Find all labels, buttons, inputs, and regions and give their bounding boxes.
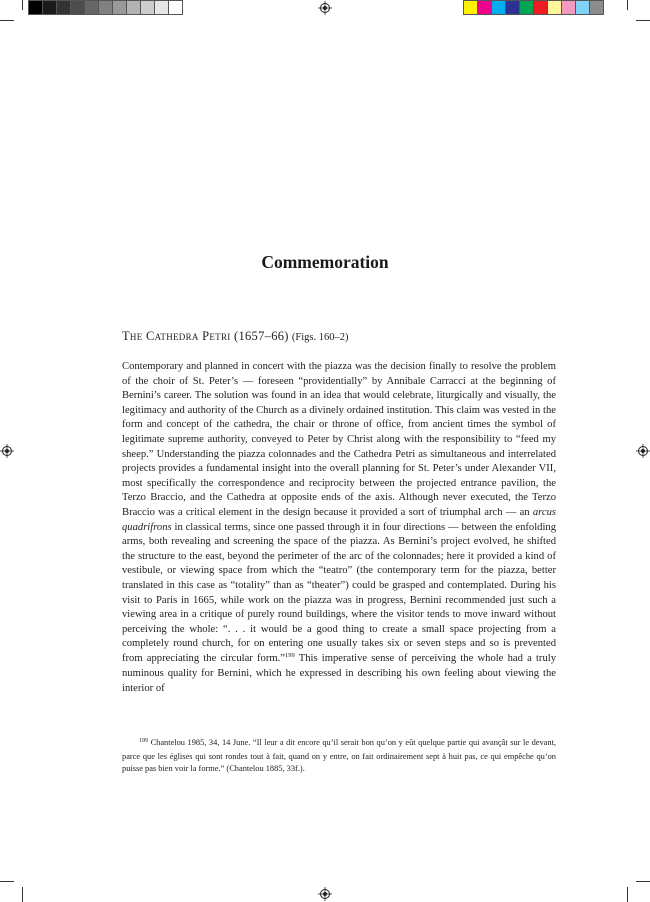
section-title: The Cathedra Petri (1657–66) <box>122 329 289 343</box>
body-text-part-3: This imperative sense of perceiving the whole had a truly numinous quality for Bernini, which he expressed in describing his own feeling about viewing the interior of <box>122 652 556 695</box>
gray-swatch <box>126 0 141 15</box>
gray-swatch <box>70 0 85 15</box>
gray-swatch <box>168 0 183 15</box>
color-swatch <box>547 0 562 15</box>
gray-swatch <box>140 0 155 15</box>
gray-swatch <box>56 0 71 15</box>
body-text-part-2: in classical terms, since one passed through it in four directions — between the enfolding arms, both revealing and screening the space of the piazza. As Bernini’s project evolved, he shifted the structure to the east, beyond the perimeter of the arc of the colonnades; here it provided a kind of vestibule, or viewing space from which the “teatro” (the contemporary term for the piazza, better translated in this case as “totality” than as “theater”) could be grasped and contemplated. During his visit to Paris in 1665, while work on the piazza was in progress, Bernini recommended just such a viewing area in a critique of purely round buildings, where the visitor tends to move inward without perceiving the whole: “. . . it would be a good thing to create a small space projecting from a completely round church, for on entering one usually takes six or seven steps and so is prevented from appreciating the circular form.” <box>122 521 556 664</box>
section-heading <box>122 329 348 344</box>
color-swatch <box>491 0 506 15</box>
figure-reference: (Figs. 160–2) <box>291 332 349 343</box>
color-swatch <box>575 0 590 15</box>
registration-crosshair-icon-bottom <box>318 887 332 901</box>
gray-swatch <box>84 0 99 15</box>
crop-mark-top-left-v <box>22 0 23 10</box>
color-swatch <box>477 0 492 15</box>
color-calibration-strip <box>463 0 603 15</box>
color-swatch <box>519 0 534 15</box>
crop-mark-bottom-right-h <box>636 881 650 882</box>
crop-mark-bottom-right-v <box>627 887 628 902</box>
footnote <box>122 737 556 776</box>
crop-mark-bottom-left-h <box>0 881 14 882</box>
gray-swatch <box>28 0 43 15</box>
color-swatch <box>589 0 604 15</box>
crop-mark-top-left-h <box>0 20 14 21</box>
body-paragraph <box>122 360 556 697</box>
chapter-title: Commemoration <box>261 252 389 272</box>
body-text-part-1: Contemporary and planned in concert with the piazza was the decision finally to resolve the problem of the choir of St. Peter’s — foreseen “providentially” by Annibale Carracci at the beginning of Bernini’s career. The solution was found in an idea that would celebrate, liturgically and visually, the legitimacy and authority of the Church as a divinely ordained institution. This claim was vested in the form and concept of the cathedra, the chair or throne of office, from ancient times the symbol of legitimate supreme authority, conveyed to Peter by Christ along with the responsibility to “feed my sheep.” Understanding the piazza colonnades and the Cathedra Petri as simultaneous and interrelated projects provides a fundamental insight into the overall planning for St. Peter’s under Alexander VII, most specifically the correspondence and reciprocity between the projected entrance pavilion, the Terzo Braccio, and the Cathedra at opposite ends of the axis. Although never executed, the Terzo Braccio was a critical element in the design because it provided a sort of triumphal arch — an <box>122 361 556 518</box>
crop-mark-top-right-h <box>636 20 650 21</box>
gray-swatch <box>112 0 127 15</box>
crop-mark-bottom-left-v <box>22 887 23 902</box>
registration-crosshair-icon-top <box>318 1 332 15</box>
color-swatch <box>561 0 576 15</box>
footnote-text: Chantelou 1985, 34, 14 June. “Il leur a dit encore qu’il serait bon qu’on y eût quelque partie qui avançât sur le devant, parce que les églises qui sont rondes tout à fait, quand on y entre, on fait ordinairement sept à huit pas, ce qui empêche qu’on puisse pas bien voir la forme.” (Chantelou 1885, 33f.). <box>122 738 557 774</box>
gray-swatch <box>98 0 113 15</box>
color-swatch <box>533 0 548 15</box>
registration-crosshair-icon-left <box>0 444 14 458</box>
footnote-reference[interactable]: 199 <box>284 652 295 660</box>
color-swatch <box>505 0 520 15</box>
gray-swatch <box>42 0 57 15</box>
grayscale-calibration-strip <box>28 0 182 15</box>
crop-mark-top-right-v <box>627 0 628 10</box>
gray-swatch <box>154 0 169 15</box>
footnote-number: 199 <box>139 738 148 744</box>
registration-crosshair-icon-right <box>636 444 650 458</box>
color-swatch <box>463 0 478 15</box>
italic-term: arcus quadrifrons <box>122 506 556 533</box>
